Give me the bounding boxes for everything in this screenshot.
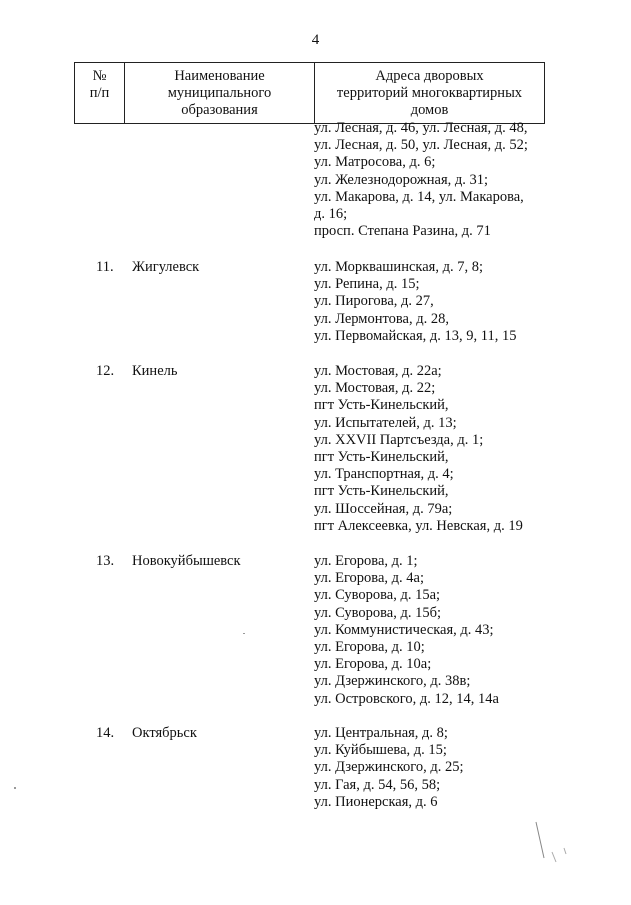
- continuation-addresses: [314, 120, 574, 240]
- address-line: ул. Первомайская, д. 13, 9, 11, 15: [314, 327, 517, 344]
- row-addresses: [314, 363, 574, 535]
- municipality-name: Кинель: [132, 363, 178, 379]
- address-line: ул. Транспортная, д. 4;: [314, 466, 454, 483]
- address-line: ул. Дзержинского, д. 25;: [314, 759, 464, 776]
- address-line: ул. Егорова, д. 4а;: [314, 570, 424, 587]
- address-line: ул. Железнодорожная, д. 31;: [314, 171, 489, 188]
- address-line: ул. Матросова, д. 6;: [314, 154, 436, 171]
- row-number: 11.: [96, 259, 114, 275]
- table-header: [74, 62, 545, 124]
- address-line: ул. Островского, д. 12, 14, 14а: [314, 690, 499, 707]
- row-number: 13.: [96, 553, 115, 569]
- address-line: ул. Лесная, д. 46, ул. Лесная, д. 48,: [314, 120, 528, 136]
- address-line: ул. XXVII Партсъезда, д. 1;: [314, 431, 484, 448]
- address-line: ул. Лесная, д. 50, ул. Лесная, д. 52;: [314, 137, 528, 154]
- address-line: ул. Лермонтова, д. 28,: [314, 310, 449, 327]
- header-name-line: образования: [181, 102, 258, 118]
- address-line: ул. Егорова, д. 10а;: [314, 656, 432, 673]
- header-name-line: муниципального: [167, 85, 272, 101]
- address-line: ул. Испытателей, д. 13;: [314, 414, 457, 431]
- row-addresses: [314, 725, 574, 811]
- header-number-line: №: [92, 68, 107, 84]
- address-line: ул. Гая, д. 54, 56, 58;: [314, 776, 441, 793]
- address-line: пгт Усть-Кинельский,: [314, 397, 449, 414]
- page-number: 4: [311, 32, 320, 48]
- row-number: 14.: [96, 725, 115, 741]
- row-number: 12.: [96, 363, 115, 379]
- address-line: ул. Морквашинская, д. 7, 8;: [314, 259, 483, 275]
- header-number-cell: [75, 63, 125, 123]
- row-addresses: [314, 553, 574, 708]
- header-name-line: Наименование: [174, 68, 265, 84]
- address-line: ул. Мостовая, д. 22а;: [314, 363, 442, 379]
- address-line: ул. Егорова, д. 1;: [314, 553, 418, 569]
- address-line: ул. Суворова, д. 15а;: [314, 587, 441, 604]
- header-number-line: п/п: [89, 85, 110, 101]
- municipality-name: Жигулевск: [132, 259, 200, 275]
- address-line: ул. Куйбышева, д. 15;: [314, 742, 447, 759]
- scan-speck: [14, 787, 16, 789]
- header-address-line: Адреса дворовых: [375, 68, 484, 84]
- row-addresses: [314, 259, 574, 345]
- address-line: ул. Дзержинского, д. 38в;: [314, 673, 471, 690]
- address-line: пгт Усть-Кинельский,: [314, 483, 449, 500]
- address-line: ул. Егорова, д. 10;: [314, 639, 425, 656]
- header-name-cell: [125, 63, 315, 123]
- address-line: ул. Суворова, д. 15б;: [314, 604, 442, 621]
- address-line: ул. Шоссейная, д. 79а;: [314, 500, 453, 517]
- header-address-cell: [315, 63, 544, 123]
- address-line: ул. Центральная, д. 8;: [314, 725, 448, 741]
- scan-speck: [243, 633, 245, 634]
- address-line: ул. Мостовая, д. 22;: [314, 380, 436, 397]
- address-line: ул. Репина, д. 15;: [314, 276, 420, 293]
- address-line: ул. Пирогова, д. 27,: [314, 293, 434, 310]
- address-line: ул. Макарова, д. 14, ул. Макарова,: [314, 188, 524, 205]
- address-line: д. 16;: [314, 206, 348, 223]
- municipality-name: Новокуйбышевск: [132, 553, 241, 569]
- municipality-name: Октябрьск: [132, 725, 197, 741]
- header-address-line: территорий многоквартирных: [336, 85, 523, 101]
- scan-pen-mark: [530, 818, 590, 878]
- address-line: ул. Пионерская, д. 6: [314, 793, 438, 810]
- address-line: ул. Коммунистическая, д. 43;: [314, 621, 494, 638]
- header-address-line: домов: [410, 102, 449, 118]
- address-line: пгт Алексеевка, ул. Невская, д. 19: [314, 517, 523, 534]
- address-line: просп. Степана Разина, д. 71: [314, 223, 491, 240]
- address-line: пгт Усть-Кинельский,: [314, 449, 449, 466]
